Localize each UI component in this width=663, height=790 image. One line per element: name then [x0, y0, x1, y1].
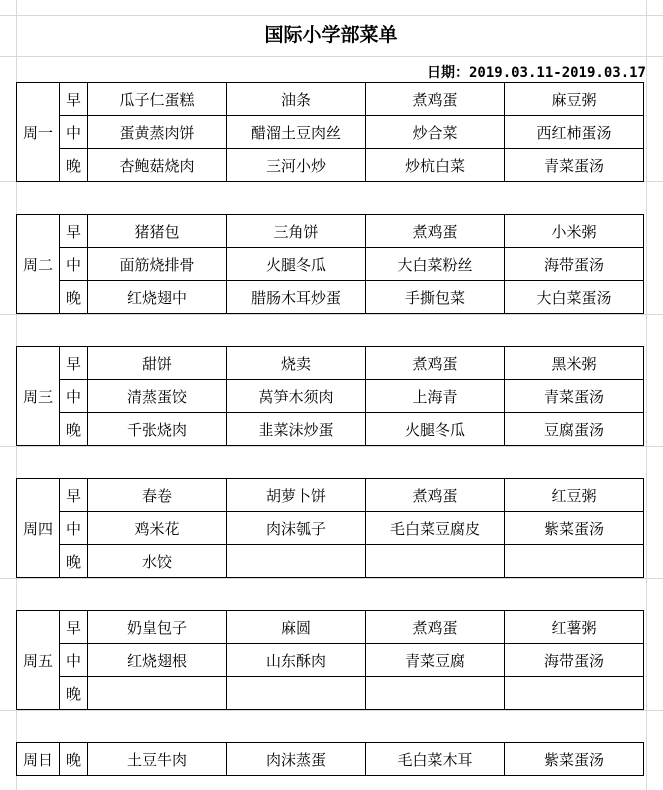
dish-cell: 胡萝卜饼 [227, 479, 366, 512]
meal-row [17, 413, 644, 446]
meal-label: 中 [60, 644, 88, 677]
meal-row [17, 149, 644, 182]
dish-cell: 三角饼 [227, 215, 366, 248]
day-label: 周一 [17, 83, 60, 182]
dish-cell: 炒合菜 [366, 116, 505, 149]
dish-cell: 麻豆粥 [505, 83, 644, 116]
dish-cell: 海带蛋汤 [505, 248, 644, 281]
day-block-wed [16, 346, 644, 446]
meal-label: 晚 [60, 281, 88, 314]
sheet-gridline [0, 578, 663, 579]
dish-cell: 山东酥肉 [227, 644, 366, 677]
dish-cell: 毛白菜木耳 [366, 743, 505, 776]
meal-label: 中 [60, 116, 88, 149]
dish-cell: 大白菜蛋汤 [505, 281, 644, 314]
meal-row [17, 545, 644, 578]
dish-cell: 大白菜粉丝 [366, 248, 505, 281]
meal-label: 晚 [60, 677, 88, 710]
dish-cell: 青菜蛋汤 [505, 380, 644, 413]
meal-label: 早 [60, 83, 88, 116]
dish-cell: 小米粥 [505, 215, 644, 248]
meal-label: 晚 [60, 413, 88, 446]
day-block-mon [16, 82, 644, 182]
dish-cell: 奶皇包子 [88, 611, 227, 644]
meal-label: 晚 [60, 743, 88, 776]
dish-cell: 煮鸡蛋 [366, 347, 505, 380]
date-range [16, 63, 646, 83]
dish-cell [88, 677, 227, 710]
dish-cell: 煮鸡蛋 [366, 215, 505, 248]
meal-row [17, 644, 644, 677]
dish-cell: 肉沫瓠子 [227, 512, 366, 545]
sheet-gridline [0, 446, 663, 447]
dish-cell: 土豆牛肉 [88, 743, 227, 776]
meal-row [17, 677, 644, 710]
dish-cell: 海带蛋汤 [505, 644, 644, 677]
day-label: 周五 [17, 611, 60, 710]
day-label: 周日 [17, 743, 60, 776]
sheet-gridline [0, 15, 663, 16]
meal-row [17, 347, 644, 380]
day-block-fri [16, 610, 644, 710]
dish-cell: 紫菜蛋汤 [505, 512, 644, 545]
dish-cell: 黑米粥 [505, 347, 644, 380]
dish-cell [227, 677, 366, 710]
meal-row [17, 83, 644, 116]
dish-cell: 瓜子仁蛋糕 [88, 83, 227, 116]
day-label: 周二 [17, 215, 60, 314]
dish-cell: 红烧翅根 [88, 644, 227, 677]
meal-row [17, 248, 644, 281]
dish-cell: 水饺 [88, 545, 227, 578]
dish-cell: 火腿冬瓜 [366, 413, 505, 446]
menu-title: 国际小学部菜单 [264, 24, 398, 46]
sheet-gridline [646, 0, 647, 790]
dish-cell [505, 545, 644, 578]
meal-label: 晚 [60, 545, 88, 578]
dish-cell: 青菜蛋汤 [505, 149, 644, 182]
dish-cell: 麻圆 [227, 611, 366, 644]
meal-label: 早 [60, 479, 88, 512]
dish-cell: 杏鲍菇烧肉 [88, 149, 227, 182]
dish-cell: 烧卖 [227, 347, 366, 380]
meal-row [17, 215, 644, 248]
sheet-gridline [0, 710, 663, 711]
meal-label: 早 [60, 611, 88, 644]
dish-cell: 手撕包菜 [366, 281, 505, 314]
dish-cell: 油条 [227, 83, 366, 116]
dish-cell [227, 545, 366, 578]
meal-row [17, 380, 644, 413]
dish-cell: 腊肠木耳炒蛋 [227, 281, 366, 314]
dish-cell: 甜饼 [88, 347, 227, 380]
dish-cell: 煮鸡蛋 [366, 611, 505, 644]
dish-cell: 蛋黄蒸肉饼 [88, 116, 227, 149]
day-label: 周四 [17, 479, 60, 578]
dish-cell: 煮鸡蛋 [366, 479, 505, 512]
dish-cell [366, 545, 505, 578]
meal-label: 早 [60, 215, 88, 248]
dish-cell: 炒杭白菜 [366, 149, 505, 182]
day-block-thu [16, 478, 644, 578]
meal-label: 中 [60, 512, 88, 545]
dish-cell: 韭菜沫炒蛋 [227, 413, 366, 446]
dish-cell: 西红柿蛋汤 [505, 116, 644, 149]
sheet-gridline [0, 56, 663, 57]
dish-cell: 红豆粥 [505, 479, 644, 512]
date-value: 2019.03.11-2019.03.17 [468, 65, 646, 81]
meal-row [17, 281, 644, 314]
dish-cell: 豆腐蛋汤 [505, 413, 644, 446]
dish-cell: 红烧翅中 [88, 281, 227, 314]
day-block-sun [16, 742, 644, 776]
sheet-gridline [0, 314, 663, 315]
dish-cell: 三河小炒 [227, 149, 366, 182]
dish-cell: 毛白菜豆腐皮 [366, 512, 505, 545]
dish-cell: 肉沫蒸蛋 [227, 743, 366, 776]
meal-row [17, 611, 644, 644]
meal-row [17, 512, 644, 545]
dish-cell [366, 677, 505, 710]
meal-row [17, 116, 644, 149]
dish-cell: 清蒸蛋饺 [88, 380, 227, 413]
meal-label: 早 [60, 347, 88, 380]
dish-cell: 青菜豆腐 [366, 644, 505, 677]
meal-row [17, 743, 644, 776]
dish-cell: 上海青 [366, 380, 505, 413]
dish-cell: 鸡米花 [88, 512, 227, 545]
dish-cell: 火腿冬瓜 [227, 248, 366, 281]
dish-cell: 紫菜蛋汤 [505, 743, 644, 776]
dish-cell: 煮鸡蛋 [366, 83, 505, 116]
meal-label: 晚 [60, 149, 88, 182]
dish-cell: 面筋烧排骨 [88, 248, 227, 281]
dish-cell: 醋溜土豆肉丝 [227, 116, 366, 149]
meal-label: 中 [60, 248, 88, 281]
dish-cell: 红薯粥 [505, 611, 644, 644]
meal-label: 中 [60, 380, 88, 413]
dish-cell: 千张烧肉 [88, 413, 227, 446]
meal-row [17, 479, 644, 512]
day-label: 周三 [17, 347, 60, 446]
dish-cell: 莴笋木须肉 [227, 380, 366, 413]
dish-cell: 春卷 [88, 479, 227, 512]
date-label: 日期： [426, 65, 469, 81]
dish-cell: 猪猪包 [88, 215, 227, 248]
dish-cell [505, 677, 644, 710]
day-block-tue [16, 214, 644, 314]
